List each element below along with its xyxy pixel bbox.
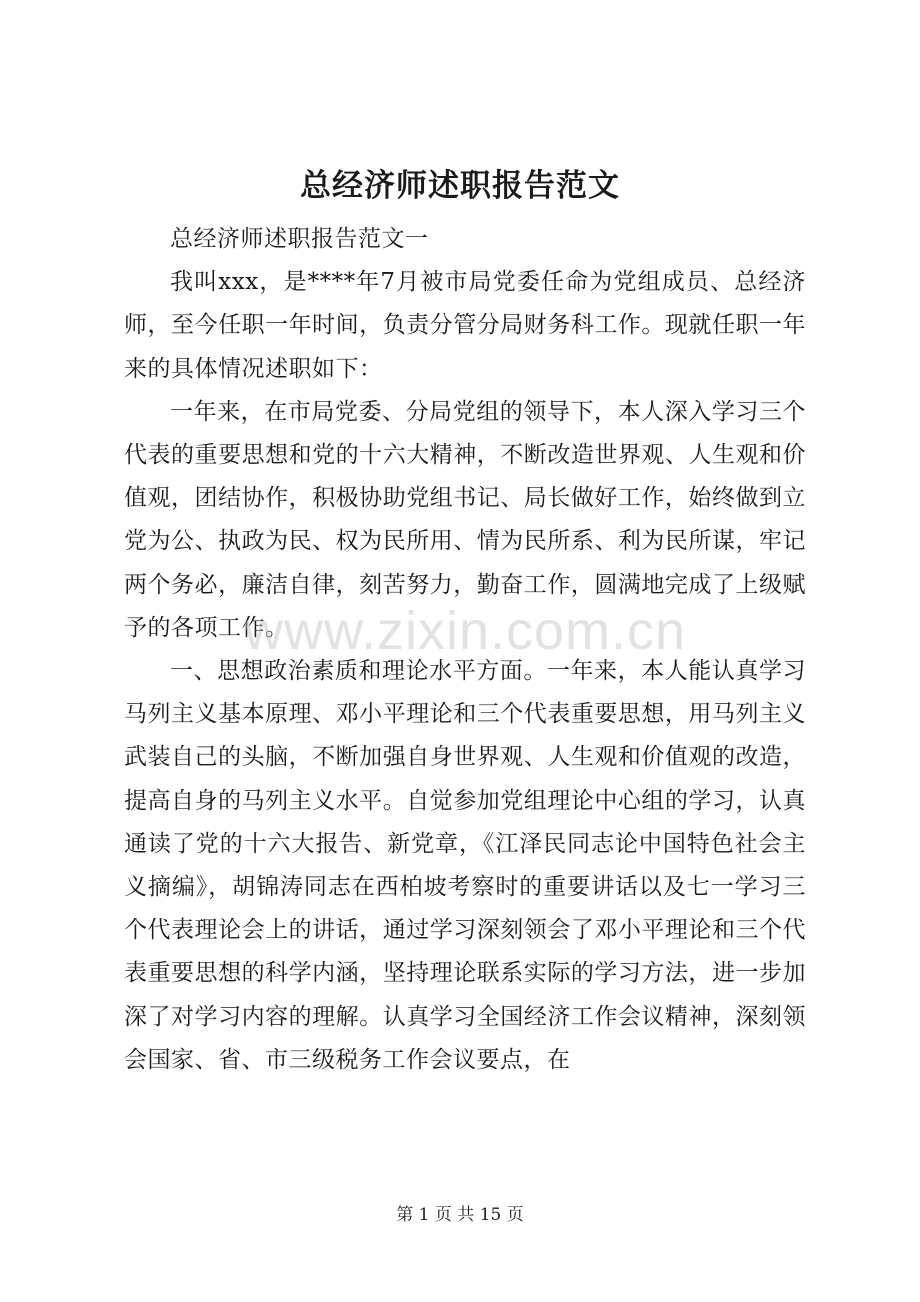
page-footer: 第 1 页 共 15 页 <box>396 1205 524 1225</box>
paragraph-intro: 我叫xxx，是****年7月被市局党委任命为党组成员、总经济师，至今任职一年时间，负责分管分局财务科工作。现就任职一年来的具体情况述职如下： <box>124 269 806 382</box>
paragraph-overview: 一年来，在市局党委、分局党组的领导下，本人深入学习三个代表的重要思想和党的十六大精神，不断改造世界观、人生观和价值观，团结协作，积极协助党组书记、局长做好工作，始终做到立党为公、执政为民、权为民所用、情为民所系、利为民所谋，牢记两个务必，廉洁自律，刻苦努力，勤奋工作，圆满地完成了上级赋予的各项工作。 <box>124 398 806 641</box>
paragraph-section-one: 一、思想政治素质和理论水平方面。一年来，本人能认真学习马列主义基本原理、邓小平理论和三个代表重要思想，用马列主义武装自己的头脑，不断加强自身世界观、人生观和价值观的改造，提高自身的马列主义水平。自觉参加党组理论中心组的学习，认真通读了党的十六大报告、新党章，《江泽民同志论中国特色社会主义摘编》，胡锦涛同志在西柏坡考察时的重要讲话以及七一学习三个代表理论会上的讲话，通过学习深刻领会了邓小平理论和三个代表重要思想的科学内涵，坚持理论联系实际的学习方法，进一步加深了对学习内容的理解。认真学习全国经济工作会议精神，深刻领会国家、省、市三级税务工作会议要点，在 <box>124 658 806 1073</box>
document-title: 总经济师述职报告范文 <box>300 168 620 204</box>
document-body <box>124 218 806 1082</box>
watermark: www.zixin.com.cn <box>243 601 687 661</box>
paragraph-subtitle: 总经济师述职报告范文一 <box>170 226 429 252</box>
